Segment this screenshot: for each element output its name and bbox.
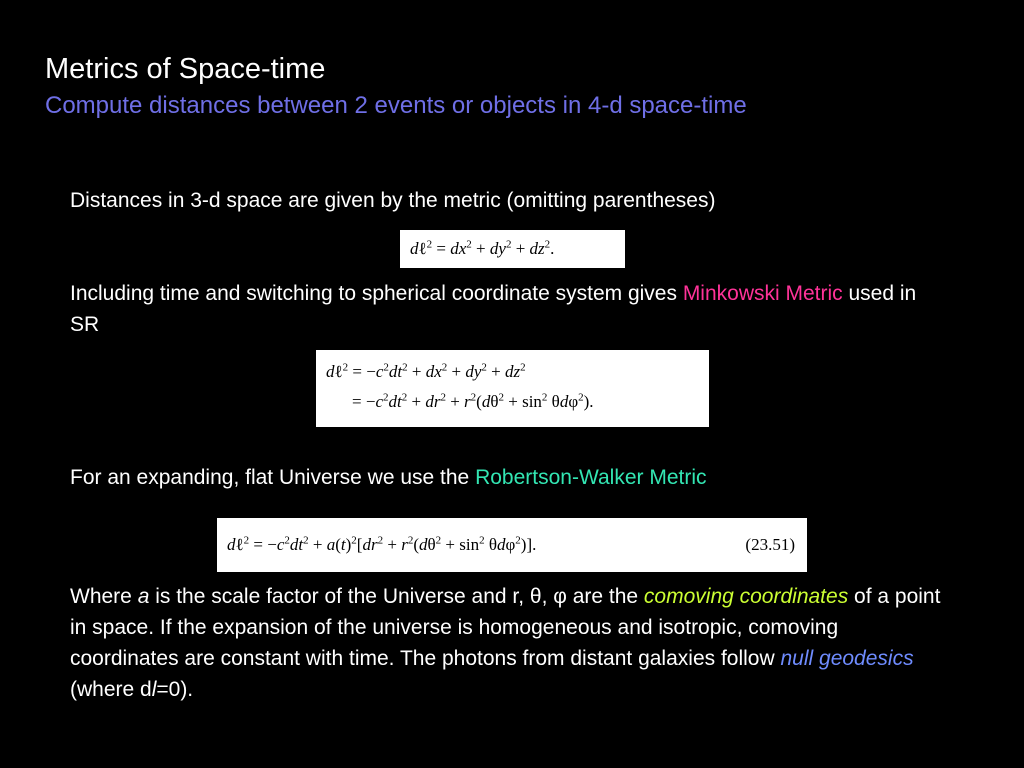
equation-3d-metric-text: dℓ$^2$ = $dx^2 + dy^2 + dz^2$.: [410, 238, 555, 258]
robertson-walker-metric-term: Robertson-Walker Metric: [475, 466, 707, 489]
paragraph-comoving: [70, 581, 950, 705]
equation-minkowski-metric: [316, 350, 709, 427]
equation-minkowski-line2: = $-c^2dt^2 + dr^2 + r^2(d\theta^2 + \sin^2 \theta d\varphi^2)$.: [352, 391, 594, 411]
equation-number: (23.51): [745, 535, 795, 554]
p4-text-3: of a point in space. If the expansion of the universe is homogeneous and isotropic, comoving coordinates are constant with time. The photons from distant galaxies follow: [70, 585, 941, 670]
equation-minkowski-line1: dℓ$^2$ = $-c^2dt^2 + dx^2 + dy^2 + dz^2$: [326, 361, 526, 381]
p4-text-4: (where d: [70, 678, 152, 701]
paragraph-minkowski-before: Including time and switching to spherical coordinate system gives: [70, 282, 683, 305]
p4-text-1: Where: [70, 585, 138, 608]
paragraph-minkowski: [70, 278, 950, 340]
comoving-coordinates-term: comoving coordinates: [643, 585, 849, 608]
null-geodesics-term: null geodesics: [780, 647, 914, 670]
equation-3d-metric: [400, 230, 625, 268]
distance-symbol: l: [151, 678, 157, 701]
equation-robertson-walker-metric: [217, 518, 807, 572]
minkowski-metric-term: Minkowski Metric: [682, 282, 843, 305]
slide-title: Metrics of Space-time: [45, 53, 326, 85]
p4-text-5: =0).: [156, 678, 194, 701]
p4-text-2: is the scale factor of the Universe and r, θ, φ are the: [149, 585, 644, 608]
paragraph-minkowski-after: used in SR: [70, 282, 917, 336]
paragraph-robertson-walker: [70, 462, 707, 493]
slide-subtitle: Compute distances between 2 events or objects in 4-d space-time: [45, 92, 747, 119]
equation-rw-text: dℓ$^2$ = $-c^2dt^2 + a(t)^2[dr^2 + r^2(d\theta^2 + \sin^2 \theta d\varphi^2)]$.: [227, 534, 537, 554]
paragraph-3d-distance: Distances in 3-d space are given by the metric (omitting parentheses): [70, 189, 716, 212]
scale-factor-symbol: a: [137, 585, 150, 608]
paragraph-rw-before: For an expanding, flat Universe we use the: [70, 466, 476, 489]
